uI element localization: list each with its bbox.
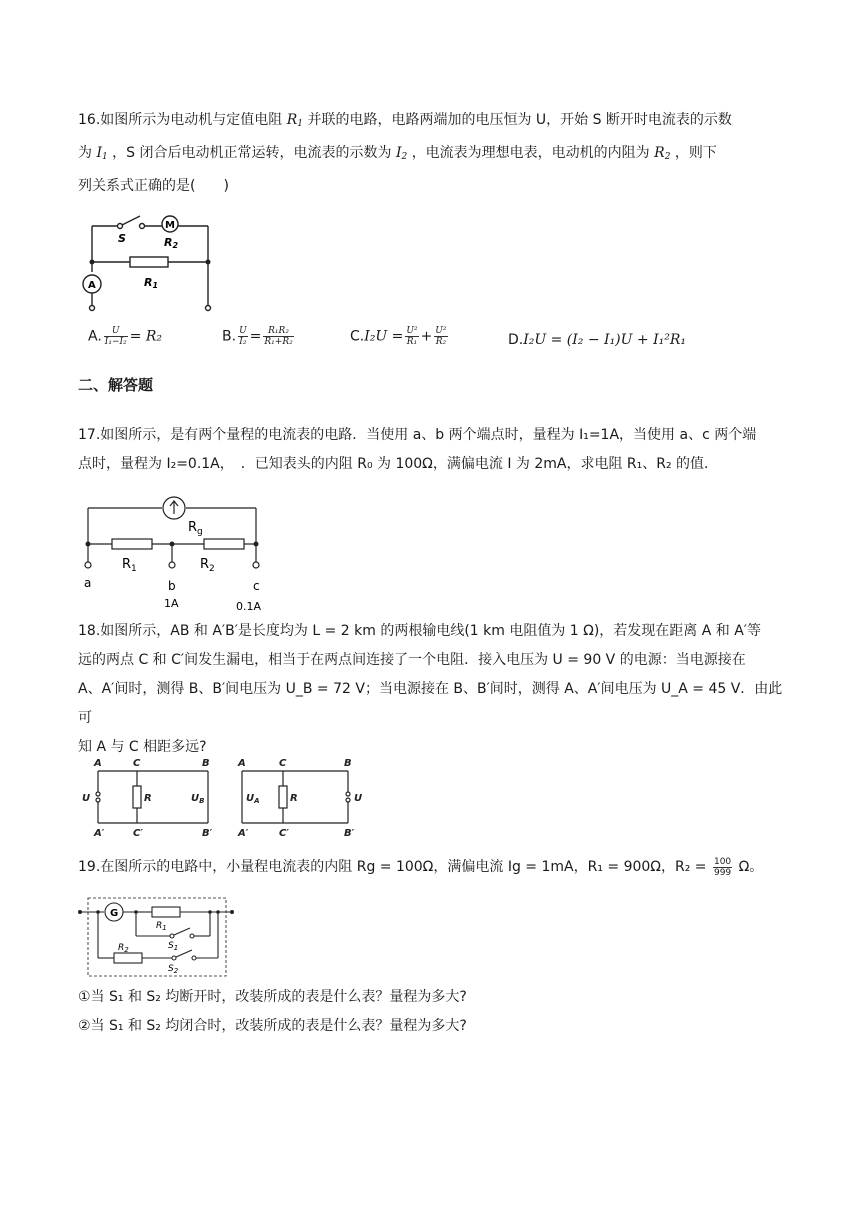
q16-r1: $R_1$ — [286, 112, 303, 129]
q19-label-s2: $S_2$ — [168, 964, 179, 975]
q16-label-r2: R2 — [164, 236, 179, 250]
q16-option-c[interactable]: C.I₂U = $\frac{\text{U²}}{\text{R₁}}$ + $\frac{\text{U²}}{\text{R₂}}$ — [350, 326, 447, 347]
q18-l-label-ub: $U_B$ — [191, 793, 205, 805]
q17-junction-a — [86, 542, 91, 547]
q18-r-label-c: C — [279, 758, 287, 769]
q16-label-r1: R1 — [144, 276, 159, 290]
q18-r-label-u: U — [354, 793, 363, 804]
q18-r-label-ap: A′ — [238, 828, 249, 839]
q19-circuit-diagram — [78, 892, 236, 980]
q16-label-s: S — [118, 232, 126, 245]
q16-ammeter-label: A — [88, 280, 96, 291]
q16-line2-c: ，电流表为理想电表，电动机的内阻为 — [411, 145, 650, 161]
q17-circuit-diagram — [78, 490, 278, 614]
q16-i2: $I_2$ — [395, 145, 408, 162]
q18-l-label-b: B — [202, 758, 210, 769]
q17-terminal-a: a — [84, 576, 92, 590]
section-heading: 二、解答题 — [78, 376, 154, 394]
q18-l-label-u: U — [82, 793, 91, 804]
q18-line4: 知 A 与 C 相距多远? — [78, 739, 207, 755]
q17-junction-b — [170, 542, 175, 547]
q19-label-r2: $R_2$ — [118, 943, 129, 954]
q16-line2-a: 为 — [78, 145, 92, 161]
q17-label-rg: $R_g$ — [188, 520, 203, 537]
q18-circuit-diagrams — [78, 754, 368, 842]
q18-line2: 远的两点 C 和 C′间发生漏电，相当于在两点间连接了一个电阻．接入电压为 U = 90 V 的电源：当电源接在 — [78, 652, 746, 668]
q18-r-label-b: B — [344, 758, 352, 769]
q18-r-label-cp: C′ — [279, 828, 289, 839]
q19-junction-4 — [96, 910, 100, 914]
q16-option-a[interactable]: A. $\frac{U}{\text{I₁−I₂}}$ = R₂ — [88, 326, 162, 347]
q17-line1: 17.如图所示，是有两个量程的电流表的电路．当使用 a、b 两个端点时，量程为 I₁=1A，当使用 a、c 两个端 — [78, 427, 757, 443]
q16-option-d[interactable]: D.I₂U = (I₂ − I₁)U + I₁²R₁ — [508, 332, 686, 348]
q17-line2: 点时，量程为 I₂=0.1A， ．已知表头的内阻 R₀ 为 100Ω，满偏电流 I 为 2mA，求电阻 R₁、R₂ 的值． — [78, 456, 719, 472]
q16-junction-right — [206, 260, 211, 265]
q16-i1: $I_1$ — [96, 145, 108, 162]
q19-sub1: ①当 S₁ 和 S₂ 均断开时，改装所成的表是什么表？量程为多大? — [78, 989, 467, 1005]
q17-text — [78, 421, 784, 479]
q17-range-b: 1A — [164, 597, 179, 610]
q18-text — [78, 617, 784, 762]
q19-unit: Ω。 — [738, 859, 764, 875]
q17-label-r1: $R_1$ — [122, 557, 137, 574]
q18-l-label-ap: A′ — [94, 828, 105, 839]
q18-l-label-c: C — [133, 758, 141, 769]
q18-r-label-bp: B′ — [344, 828, 355, 839]
q19-terminal-left — [78, 910, 82, 914]
q16-line2-d: ，则下 — [674, 145, 717, 161]
q19-label-r1: $R_1$ — [156, 921, 167, 932]
q16-motor-label: M — [165, 220, 175, 231]
q18-r-label-ua: $U_A$ — [246, 793, 260, 805]
q19-junction-1 — [134, 910, 138, 914]
q17-terminal-c: c — [253, 579, 260, 593]
q18-l-label-bp: B′ — [202, 828, 213, 839]
q16-r2: $R_2$ — [654, 145, 671, 162]
q18-line3: A、A′间时，测得 B、B′间电压为 U_B = 72 V；当电源接在 B、B′间时，测得 A、A′间电压为 U_A = 45 V．由此可 — [78, 681, 783, 726]
q19-terminal-right — [230, 910, 234, 914]
q17-range-c: 0.1A — [236, 600, 262, 613]
q18-r-label-r: R — [290, 793, 298, 804]
q16-option-b[interactable]: B. $\frac{U}{\text{I₂}}$ = $\frac{\text{R₁R₂}}{\text{R₁+R₂}}$ — [222, 326, 293, 347]
q16-line2-b: ，S 闭合后电动机正常运转，电流表的示数为 — [112, 145, 392, 161]
q19-label-s1: $S_1$ — [168, 941, 179, 952]
q17-junction-c — [254, 542, 259, 547]
q18-l-label-cp: C′ — [133, 828, 143, 839]
q16-line1-b: 并联的电路，电路两端加的电压恒为 U，开始 S 断开时电流表的示数 — [307, 112, 732, 128]
q16-line1-a: 16.如图所示为电动机与定值电阻 — [78, 112, 283, 128]
q19-text — [78, 853, 784, 882]
q16-junction-left — [90, 260, 95, 265]
q18-l-label-r: R — [144, 793, 152, 804]
q19-junction-2 — [208, 910, 212, 914]
q19-fraction: $\frac{100}{999}$ — [713, 856, 732, 878]
q18-r-label-a: A — [238, 758, 246, 769]
q18-line1: 18.如图所示，AB 和 A′B′是长度均为 L = 2 km 的两根输电线(1 km 电阻值为 1 Ω)，若发现在距离 A 和 A′等 — [78, 623, 761, 639]
q17-terminal-b: b — [168, 579, 176, 593]
q19-galvanometer-label: G — [110, 908, 119, 919]
q19-junction-3 — [216, 910, 220, 914]
q18-l-label-a: A — [94, 758, 102, 769]
q17-label-r2: $R_2$ — [200, 557, 215, 574]
q16-circuit-diagram — [78, 208, 228, 316]
q16-text — [78, 106, 784, 201]
q19-line1: 19.在图所示的电路中，小量程电流表的内阻 Rg = 100Ω，满偏电流 Ig = 1mA，R₁ = 900Ω，R₂ = — [78, 859, 707, 875]
q16-line3: 列关系式正确的是( ) — [78, 178, 229, 194]
q19-subquestions — [78, 983, 784, 1041]
q19-sub2: ②当 S₁ 和 S₂ 均闭合时，改装所成的表是什么表？量程为多大? — [78, 1018, 467, 1034]
